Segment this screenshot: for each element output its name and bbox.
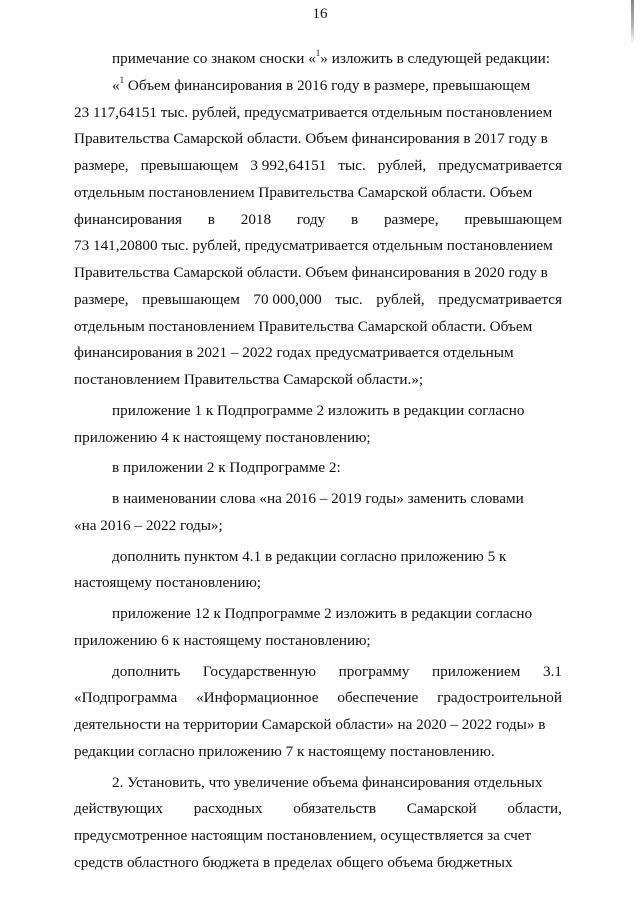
- text-segment: Самарской: [406, 800, 477, 818]
- text-segment: отдельным постановлением Правительства Самарской области. Объем: [74, 183, 533, 201]
- text-segment: предусматривается: [438, 157, 562, 174]
- text-segment: финансирования: [74, 210, 182, 228]
- text-segment: размере,: [74, 290, 129, 308]
- text-segment: в приложении 2 к Подпрограмме 2:: [112, 459, 341, 477]
- text-segment: предусмотренное настоящим постановлением, осуществляется за счет: [74, 827, 532, 844]
- text-line: [74, 570, 562, 597]
- text-segment: 3 992,64151: [250, 157, 327, 174]
- text-segment: действующих: [74, 800, 163, 818]
- text-segment: расходных: [193, 800, 263, 818]
- text-segment: градостроительной: [437, 689, 562, 707]
- document-body: [74, 46, 562, 877]
- text-line: [74, 823, 562, 850]
- text-segment: средств областного бюджета в пределах общего объема бюджетных: [74, 853, 513, 871]
- text-segment: тыс.: [335, 290, 363, 308]
- text-line: [74, 233, 562, 260]
- text-segment: 23 117,64151 тыс. рублей, предусматривается отдельным постановлением: [74, 103, 553, 121]
- text-segment: 70 000,000: [253, 290, 322, 308]
- text-line: [74, 153, 562, 180]
- text-segment: «Информационное: [196, 689, 319, 707]
- text-line: [74, 398, 562, 425]
- text-segment: тыс.: [338, 157, 366, 174]
- text-segment: в наименовании слова «на 2016 – 2019 годы» заменить словами: [112, 490, 524, 507]
- text-segment: в: [350, 210, 359, 228]
- text-segment: «Подпрограмма: [74, 689, 178, 707]
- text-segment: дополнить пунктом 4.1 в редакции согласно приложению 5 к: [112, 547, 507, 565]
- text-segment: Правительства Самарской области. Объем финансирования в 2020 году в: [74, 264, 548, 281]
- text-segment: превышающем: [140, 157, 239, 174]
- text-segment: дополнить: [112, 662, 181, 680]
- text-line: [74, 260, 562, 287]
- text-line: [74, 601, 562, 628]
- text-line: [74, 73, 562, 100]
- text-line: [74, 287, 562, 314]
- text-segment: размере,: [74, 157, 129, 174]
- text-line: [74, 100, 562, 127]
- text-segment: обязательств: [293, 800, 376, 818]
- text-line: [74, 850, 562, 877]
- text-segment: приложением: [432, 662, 521, 680]
- text-line: [74, 712, 562, 739]
- text-segment: приложение 1 к Подпрограмме 2 изложить в редакции согласно: [112, 401, 525, 419]
- text-segment: финансирования в 2021 – 2022 годах предусматривается отдельным: [74, 344, 514, 362]
- text-segment: рублей,: [376, 290, 425, 308]
- text-segment: деятельности на территории Самарской области» на 2020 – 2022 годы» в: [74, 716, 546, 733]
- footnote-marker: 1: [315, 47, 321, 58]
- footnote-marker: 1: [119, 74, 125, 85]
- text-line: [74, 180, 562, 207]
- text-segment: 2018: [240, 210, 272, 228]
- text-segment: Объем финансирования в 2016 году в размере, превышающем: [124, 76, 531, 94]
- text-segment: обеспечение: [337, 689, 419, 707]
- text-segment: приложению 4 к настоящему постановлению;: [74, 428, 371, 446]
- text-segment: примечание со знаком сноски «: [112, 50, 316, 67]
- text-segment: году: [296, 210, 326, 228]
- text-line: [74, 340, 562, 367]
- text-segment: 2. Установить, что увеличение объема финансирования отдельных: [112, 773, 543, 791]
- text-line: [74, 314, 562, 341]
- text-line: [74, 685, 562, 712]
- text-segment: приложение 12 к Подпрограмме 2 изложить в редакции согласно: [112, 605, 533, 622]
- page-number: 16: [312, 6, 328, 22]
- text-segment: 3.1: [543, 662, 562, 680]
- text-segment: области,: [507, 800, 562, 818]
- text-segment: редакции согласно приложению 7 к настоящему постановлению.: [74, 742, 495, 760]
- text-segment: постановлением Правительства Самарской области.»;: [74, 371, 424, 388]
- text-segment: предусматривается: [438, 290, 562, 308]
- text-segment: превышающем: [142, 290, 240, 308]
- text-segment: в: [207, 210, 215, 228]
- text-line: [74, 544, 562, 571]
- text-segment: приложению 6 к настоящему постановлению;: [74, 631, 371, 649]
- text-segment: «: [112, 76, 120, 94]
- text-segment: настоящему постановлению;: [74, 574, 262, 592]
- text-segment: программу: [338, 662, 410, 680]
- text-line: [74, 455, 562, 482]
- text-line: [74, 659, 562, 686]
- text-segment: » изложить в следующей редакции:: [320, 50, 551, 67]
- text-segment: отдельным постановлением Правительства Самарской области. Объем: [74, 317, 533, 335]
- text-line: [74, 126, 562, 153]
- text-line: [74, 770, 562, 797]
- text-segment: превышающем: [464, 210, 562, 228]
- text-segment: Правительства Самарской области. Объем финансирования в 2017 году в: [74, 130, 548, 148]
- text-line: [74, 367, 562, 394]
- text-line: [74, 207, 562, 234]
- text-line: [74, 628, 562, 655]
- text-segment: размере,: [383, 210, 439, 228]
- text-line: [74, 513, 562, 540]
- text-line: [74, 46, 562, 73]
- text-line: [74, 739, 562, 766]
- text-segment: «на 2016 – 2022 годы»;: [74, 516, 223, 534]
- text-line: [74, 486, 562, 513]
- text-line: [74, 796, 562, 823]
- text-segment: 73 141,20800 тыс. рублей, предусматривается отдельным постановлением: [74, 237, 553, 255]
- text-segment: рублей,: [377, 157, 427, 174]
- text-segment: Государственную: [202, 662, 316, 680]
- text-line: [74, 425, 562, 452]
